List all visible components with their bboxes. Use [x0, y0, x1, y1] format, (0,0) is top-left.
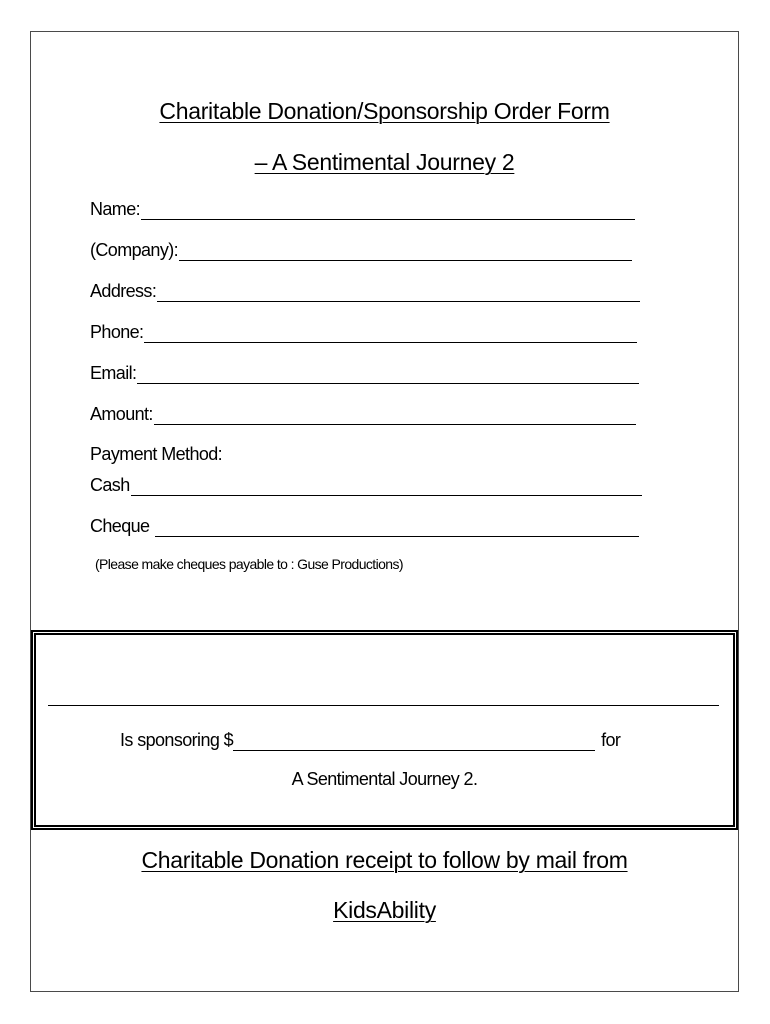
cheque-field[interactable] — [90, 513, 639, 537]
cheque-label: Cheque — [90, 516, 150, 536]
sponsor-box — [31, 630, 738, 830]
phone-field[interactable] — [90, 319, 637, 343]
address-label: Address: — [90, 281, 157, 301]
is-sponsoring-label: Is sponsoring $ — [120, 730, 234, 750]
name-label: Name: — [90, 199, 141, 219]
sponsor-amount-row — [120, 727, 620, 751]
form-title: Charitable Donation/Sponsorship Order Form — [159, 98, 610, 124]
sponsor-name-blank[interactable] — [48, 705, 719, 706]
cash-field[interactable] — [90, 472, 642, 496]
sponsor-event-name: A Sentimental Journey 2. — [291, 769, 478, 789]
sponsor-amount-blank[interactable] — [233, 732, 595, 751]
name-blank[interactable] — [141, 201, 635, 220]
email-field[interactable] — [90, 360, 639, 384]
amount-blank[interactable] — [154, 406, 636, 425]
phone-blank[interactable] — [144, 324, 637, 343]
cash-blank[interactable] — [131, 477, 642, 496]
form-subtitle: – A Sentimental Journey 2 — [254, 149, 515, 175]
company-label: (Company): — [90, 240, 179, 260]
address-field[interactable] — [90, 278, 640, 302]
address-blank[interactable] — [157, 283, 640, 302]
phone-label: Phone: — [90, 322, 144, 342]
email-blank[interactable] — [137, 365, 639, 384]
company-field[interactable] — [90, 237, 632, 261]
receipt-notice-line2: KidsAbility — [333, 897, 436, 923]
name-field[interactable] — [90, 196, 635, 220]
cheque-payable-note: (Please make cheques payable to : Guse Productions) — [95, 556, 403, 572]
order-form-page — [30, 31, 739, 992]
cheque-blank[interactable] — [155, 518, 639, 537]
amount-field[interactable] — [90, 401, 636, 425]
email-label: Email: — [90, 363, 137, 383]
cash-label: Cash — [90, 475, 130, 495]
for-label: for — [601, 730, 621, 750]
payment-method-label: Payment Method: — [90, 444, 223, 464]
company-blank[interactable] — [179, 242, 632, 261]
receipt-notice-line1: Charitable Donation receipt to follow by mail from — [141, 847, 628, 873]
amount-label: Amount: — [90, 404, 153, 424]
